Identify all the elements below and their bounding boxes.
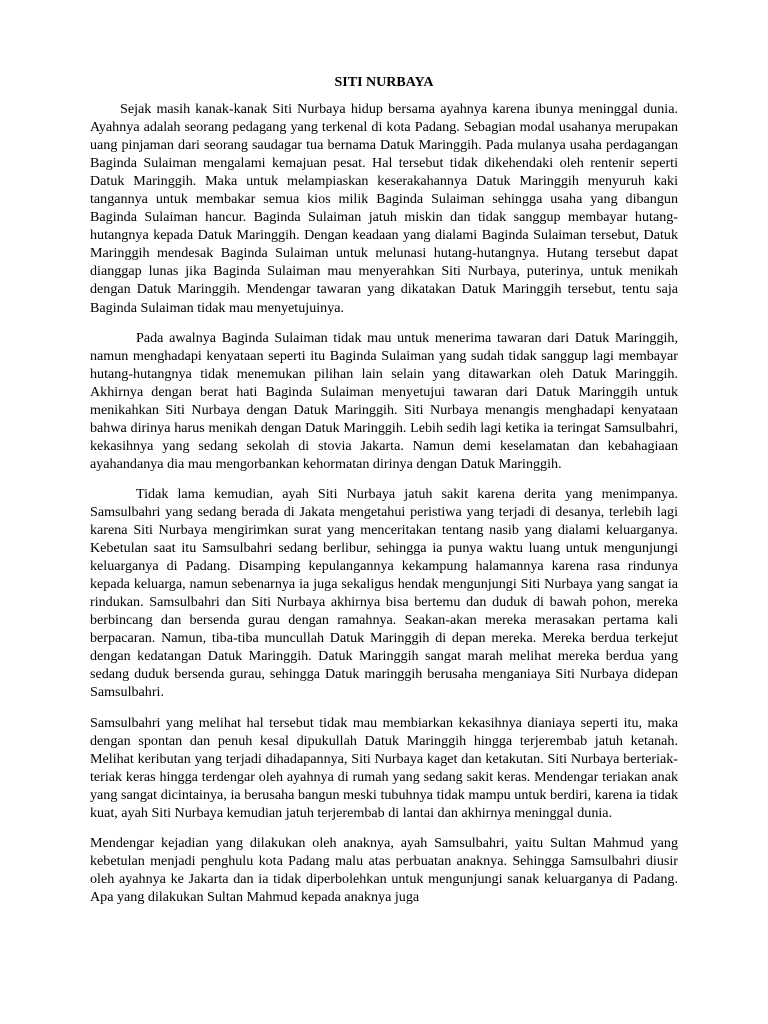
paragraph-4: Samsulbahri yang melihat hal tersebut tidak mau membiarkan kekasihnya dianiaya seperti itu, maka dengan spontan dan penuh kesal dipukullah Datuk Maringgih hingga terjerembab jatuh ketanah. Melihat keributan yang terjadi dihadapannya, Siti Nurbaya kaget dan ketakutan. Siti Nurbaya berteriak-teriak keras hingga terdengar oleh ayahnya di rumah yang sedang sakit keras. Mendengar teriakan anak yang sangat dicintainya, ia berusaha bangun meski tubuhnya tidak mampu untuk berdiri, karena ia tidak kuat, ayah Siti Nurbaya kemudian jatuh terjerembab di lantai dan akhirnya meninggal dunia. bbox=[90, 714, 678, 821]
document-title: SITI NURBAYA bbox=[334, 75, 434, 90]
paragraph-5: Mendengar kejadian yang dilakukan oleh anaknya, ayah Samsulbahri, yaitu Sultan Mahmud yang kebetulan menjadi penghulu kota Padang malu atas perbuatan anaknya. Sehingga Samsulbahri diusir oleh ayahnya ke Jakarta dan ia tidak diperbolehkan untuk mengunjungi sanak keluarganya di Padang. Apa yang dilakukan Sultan Mahmud kepada anaknya juga bbox=[90, 834, 678, 905]
paragraph-2: Pada awalnya Baginda Sulaiman tidak mau untuk menerima tawaran dari Datuk Maringgih, namun menghadapi kenyataan seperti itu Baginda Sulaiman yang sudah tidak sanggup lagi membayar hutang-hutangnya tidak menemukan pilihan lain selain yang ditawarkan oleh Datuk Maringgih. Akhirnya dengan berat hati Baginda Sulaiman menyetujui tawaran dari Datuk Maringgih untuk menikahkan Siti Nurbaya dengan Datuk Maringgih. Siti Nurbaya menangis menghadapi kenyataan bahwa dirinya harus menikah dengan Datuk Maringgih. Lebih sedih lagi ketika ia teringat Samsulbahri, kekasihnya yang sedang sekolah di stovia Jakarta. Namun demi keselamatan dan kebahagiaan ayahandanya dia mau mengorbankan kehormatan dirinya dengan Datuk Maringgih. bbox=[90, 329, 678, 472]
paragraph-1: Sejak masih kanak-kanak Siti Nurbaya hidup bersama ayahnya karena ibunya meninggal dunia. Ayahnya adalah seorang pedagang yang terkenal di kota Padang. Sebagian modal usahanya merupakan uang pinjaman dari seorang saudagar tua bernama Datuk Maringgih. Pada mulanya usaha perdagangan Baginda Sulaiman mengalami kemajuan pesat. Hal tersebut tidak dikehendaki oleh rentenir seperti Datuk Maringgih. Maka untuk melampiaskan keserakahannya Datuk Maringgih menyuruh kaki tangannya untuk membakar semua kios milik Baginda Sulaiman sehingga usaha yang dibangun Baginda Sulaiman hancur. Baginda Sulaiman jatuh miskin dan tidak sanggup membayar hutang-hutangnya kepada Datuk Maringgih. Dengan keadaan yang dialami Baginda Sulaiman tersebut, Datuk Maringgih mendesak Baginda Sulaiman untuk melunasi hutang-hutangnya. Hutang tersebut dapat dianggap lunas jika Baginda Sulaiman mau menyerahkan Siti Nurbaya, puterinya, untuk menikah dengan Datuk Maringgih. Mendengar tawaran yang dikatakan Datuk Maringgih tersebut, tentu saja Baginda Sulaiman tidak mau menyetujuinya. bbox=[90, 101, 678, 316]
paragraph-3: Tidak lama kemudian, ayah Siti Nurbaya jatuh sakit karena derita yang menimpanya. Samsulbahri yang sedang berada di Jakata mengetahui peristiwa yang terjadi di desanya, terlebih lagi karena Siti Nurbaya mengirimkan surat yang menceritakan tentang nasib yang dialami keluarganya. Kebetulan saat itu Samsulbahri sedang berlibur, sehingga ia punya waktu luang untuk mengunjungi keluarganya di Padang. Disamping kepulangannya kekampung halamannya karena rasa rindunya kepada keluarga, namun sebenarnya ia juga sekaligus hendak mengunjungi Siti Nurbaya yang sangat ia rindukan. Samsulbahri dan Siti Nurbaya akhirnya bisa bertemu dan duduk di bawah pohon, mereka berbincang dan bersenda gurau dengan ramahnya. Seakan-akan mereka merasakan pertama kali berpacaran. Namun, tiba-tiba muncullah Datuk Maringgih di depan mereka. Mereka berdua terkejut dengan kedatangan Datuk Maringgih. Datuk Maringgih sangat marah melihat mereka berdua yang sedang duduk bersenda gurau, sehingga Datuk maringgih berusaha menganiaya Siti Nurbaya didepan Samsulbahri. bbox=[90, 485, 678, 701]
